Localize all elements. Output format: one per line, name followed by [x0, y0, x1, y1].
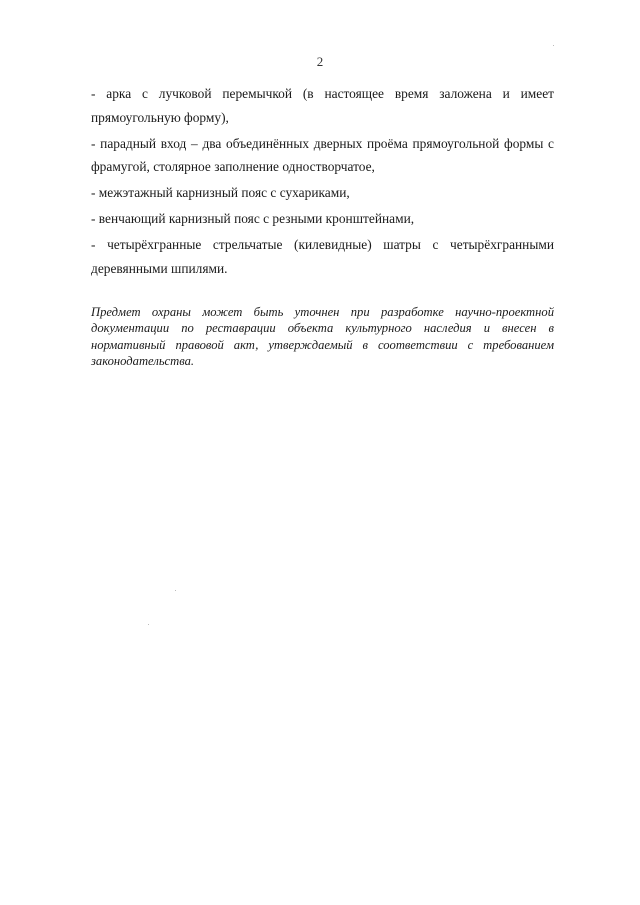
list-item: - четырёхгранные стрельчатые (килевидные) шатры с четырёхгранными деревянными шпилями. [91, 236, 554, 276]
scan-speck [175, 590, 176, 591]
page-number: 2 [316, 54, 324, 69]
italic-note: Предмет охраны может быть уточнен при разработке научно-проектной документации по реставрации объекта культурного наследия и внесен в нормативный правовой акт, утверждаемый в соответствии с требованием законодательства. [91, 304, 554, 369]
scan-speck [553, 45, 554, 46]
list-item: - венчающий карнизный пояс с резными кронштейнами, [91, 210, 415, 226]
list-item: - парадный вход – два объединённых дверных проёма прямоугольной формы с фрамугой, столярное заполнение одностворчатое, [91, 135, 554, 175]
list-item: - межэтажный карнизный пояс с сухариками, [91, 185, 350, 201]
scan-speck [148, 624, 149, 625]
list-item: - арка с лучковой перемычкой (в настоящее время заложена и имеет прямоугольную форму), [91, 86, 554, 125]
protection-elements-list [91, 82, 554, 282]
